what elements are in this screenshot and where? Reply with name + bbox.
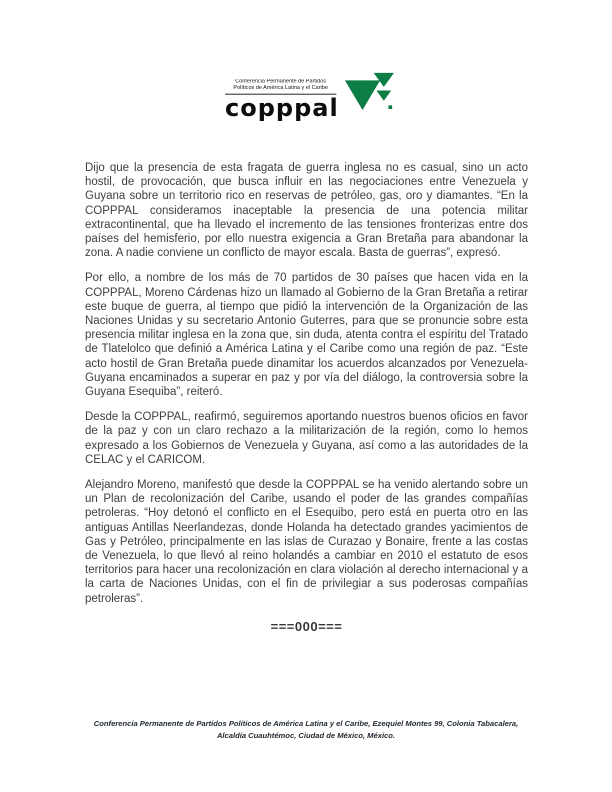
paragraph-2: Por ello, a nombre de los más de 70 partidos de 30 países que hacen vida en la COPPPAL, Moreno Cárdenas hizo un llamado al Gobierno de la Gran Bretaña a retirar este buque de guerra, al tiempo que pidió la intervención de la Organización de las Naciones Unidas y su secretario Antonio Guterres, para que se pronuncie sobre esta presencia militar inglesa en la zona que, sin duda, atenta contra el espíritu del Tratado de Tlatelolco que definió a América Latina y el Caribe como una región de paz. “Este acto hostil de Gran Bretaña puede dinamitar los acuerdos alcanzados por Venezuela-Guyana encaminados a superar en paz y por vía del diálogo, la controversia sobre la Guyana Esequiba”, reiteró. [85,272,528,399]
logo-tagline-line2: Políticos de América Latina y el Caribe [233,85,328,91]
logo-tagline-line1: Conferencia Permanente de Partidos [235,79,327,85]
paragraph-1: Dijo que la presencia de esta fragata de guerra inglesa no es casual, sino un acto hostil, de provocación, que busca influir en las negociaciones entre Venezuela y Guyana sobre un territorio rico en reservas de petróleo, gas, oro y diamantes. “En la COPPPAL consideramos inaceptable la presencia de una potencia militar extracontinental, que ha llevado el incremento de las tensiones fronterizas entre dos países del hemisferio, por ello nuestra exigencia a Gran Bretaña para abandonar la zona. A nadie conviene un conflicto de mayor escala. Basta de guerras”, expresó. [85,162,528,260]
logo-tagline [225,79,336,95]
paragraph-4: Alejandro Moreno, manifestó que desde la COPPPAL se ha venido alertando sobre un un Plan de recolonización del Caribe, usando el poder de las grandes compañías petroleras. “Hoy detonó el conflicto en el Esequibo, pero está en puerta otro en las antiguas Antillas Neerlandezas, donde Holanda ha detectado grandes yacimientos de Gas y Petróleo, principalmente en las islas de Curazao y Bonaire, frente a las costas de Venezuela, lo que llevó al reino holandés a cambiar en 2010 el estatuto de esos territorios para hacer una recolonización en clara violación al derecho internacional y a la carta de Naciones Unidas, con el fin de privilegiar a sus poderosas compañías petroleras”. [85,479,528,605]
paragraph-3: Desde la COPPPAL, reafirmó, seguiremos aportando nuestros buenos oficios en favor de la paz y con un claro rechazo a la militarización de la región, como lo hemos expresado a los Gobiernos de Venezuela y Guyana, así como a las autoridades de la CELAC y el CARICOM. [85,411,528,466]
logo-wordmark: copppal [225,94,339,122]
document-body [85,161,528,634]
logo-triangles-icon [344,72,394,122]
end-of-release-marker: ===000=== [270,618,343,634]
footer-line1: Conferencia Permanente de Partidos Políticos de América Latina y el Caribe, Ezequiel Montes 99, Colonia Tabacalera, [93,719,519,728]
logo-text-block [225,72,346,122]
footer-line2: Alcaldía Cuauhtémoc, Ciudad de México, México. [216,731,396,740]
copppal-logo [225,72,394,122]
footer-address [45,718,567,742]
